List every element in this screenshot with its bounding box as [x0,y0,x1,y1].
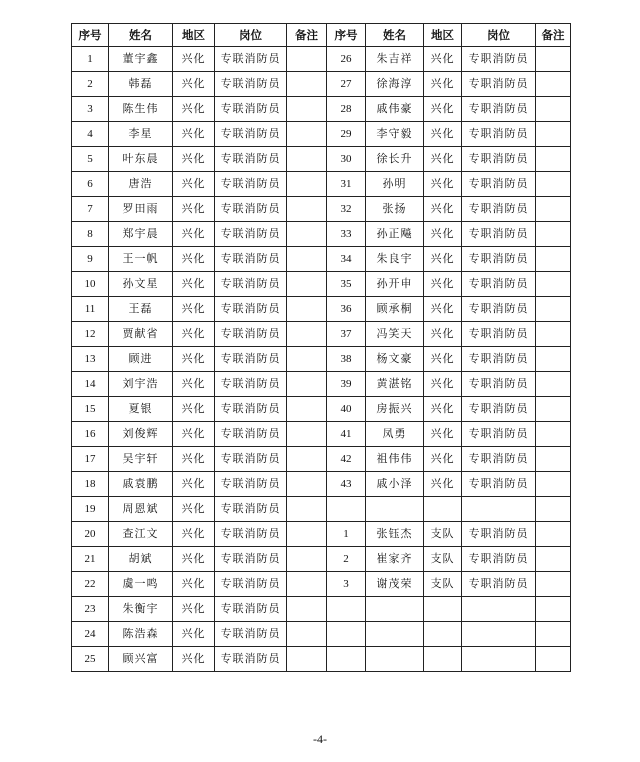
cell-region-left: 兴化 [173,472,215,497]
cell-note-right [536,497,571,522]
cell-name-left: 刘宇浩 [109,372,173,397]
table-row [72,472,571,497]
cell-region-right: 兴化 [424,472,462,497]
cell-post-left: 专联消防员 [215,397,287,422]
cell-note-left [287,447,327,472]
cell-note-left [287,147,327,172]
cell-region-right: 兴化 [424,97,462,122]
cell-no-left: 23 [72,597,109,622]
cell-region-right: 支队 [424,522,462,547]
cell-no-left: 6 [72,172,109,197]
cell-name-right: 凤勇 [366,422,424,447]
cell-region-left: 兴化 [173,597,215,622]
cell-note-right [536,472,571,497]
cell-post-right: 专职消防员 [462,272,536,297]
cell-no-right: 37 [327,322,366,347]
table-row [72,97,571,122]
cell-no-right: 39 [327,372,366,397]
cell-name-left: 虞一鸣 [109,572,173,597]
cell-note-left [287,322,327,347]
cell-region-left: 兴化 [173,122,215,147]
cell-no-right: 33 [327,222,366,247]
table-row [72,622,571,647]
cell-region-left: 兴化 [173,647,215,672]
table-row [72,247,571,272]
cell-post-left: 专联消防员 [215,372,287,397]
cell-post-right: 专职消防员 [462,397,536,422]
cell-region-left: 兴化 [173,147,215,172]
cell-region-left: 兴化 [173,47,215,72]
header-post-left: 岗位 [215,24,287,47]
cell-region-left: 兴化 [173,347,215,372]
cell-no-left: 2 [72,72,109,97]
cell-post-left: 专联消防员 [215,72,287,97]
cell-no-left: 18 [72,472,109,497]
cell-name-left: 孙文星 [109,272,173,297]
cell-note-left [287,97,327,122]
cell-name-left: 吴宇轩 [109,447,173,472]
cell-post-right: 专职消防员 [462,247,536,272]
table-row [72,347,571,372]
cell-region-left: 兴化 [173,497,215,522]
cell-note-left [287,272,327,297]
cell-no-left: 24 [72,622,109,647]
cell-no-left: 4 [72,122,109,147]
table-row [72,447,571,472]
cell-post-left: 专联消防员 [215,97,287,122]
cell-post-right: 专职消防员 [462,547,536,572]
cell-post-right: 专职消防员 [462,122,536,147]
cell-note-right [536,522,571,547]
cell-name-right: 张扬 [366,197,424,222]
cell-no-right: 1 [327,522,366,547]
cell-post-left: 专联消防员 [215,47,287,72]
cell-name-right [366,497,424,522]
cell-note-right [536,372,571,397]
cell-note-left [287,172,327,197]
cell-no-right: 31 [327,172,366,197]
cell-note-left [287,297,327,322]
cell-note-right [536,197,571,222]
cell-post-right: 专职消防员 [462,347,536,372]
cell-no-right [327,647,366,672]
cell-region-left: 兴化 [173,522,215,547]
cell-name-right: 崔家齐 [366,547,424,572]
cell-name-right: 孙正飚 [366,222,424,247]
cell-no-right: 36 [327,297,366,322]
cell-no-left: 10 [72,272,109,297]
cell-region-left: 兴化 [173,172,215,197]
cell-post-left: 专联消防员 [215,497,287,522]
table-row [72,197,571,222]
cell-post-right [462,622,536,647]
cell-name-right: 李守毅 [366,122,424,147]
table-row [72,322,571,347]
cell-no-left: 1 [72,47,109,72]
cell-note-right [536,147,571,172]
cell-region-right: 兴化 [424,397,462,422]
cell-no-right: 2 [327,547,366,572]
cell-post-right: 专职消防员 [462,447,536,472]
cell-note-left [287,47,327,72]
cell-name-right: 戚小泽 [366,472,424,497]
cell-no-right: 32 [327,197,366,222]
cell-note-left [287,522,327,547]
cell-post-left: 专联消防员 [215,147,287,172]
cell-no-left: 9 [72,247,109,272]
cell-name-right: 黄湛铭 [366,372,424,397]
roster-table [71,23,571,672]
cell-no-right [327,497,366,522]
page-number: -4- [313,732,327,746]
cell-no-left: 16 [72,422,109,447]
cell-post-left: 专联消防员 [215,347,287,372]
cell-post-left: 专联消防员 [215,447,287,472]
cell-region-right [424,647,462,672]
cell-region-right: 兴化 [424,122,462,147]
cell-name-right: 祖伟伟 [366,447,424,472]
cell-no-left: 25 [72,647,109,672]
header-note-right: 备注 [536,24,571,47]
cell-region-right [424,622,462,647]
cell-region-right: 兴化 [424,72,462,97]
cell-post-left: 专联消防员 [215,522,287,547]
header-post-right: 岗位 [462,24,536,47]
cell-post-right [462,597,536,622]
cell-post-left: 专联消防员 [215,222,287,247]
cell-no-right: 43 [327,472,366,497]
cell-name-left: 王磊 [109,297,173,322]
table-row [72,272,571,297]
cell-name-right: 张钰杰 [366,522,424,547]
cell-name-right [366,597,424,622]
cell-note-left [287,222,327,247]
cell-region-right: 支队 [424,547,462,572]
cell-note-left [287,197,327,222]
cell-name-left: 董宇鑫 [109,47,173,72]
cell-post-left: 专联消防员 [215,322,287,347]
cell-name-left: 郑宇晨 [109,222,173,247]
cell-post-left: 专联消防员 [215,297,287,322]
cell-post-left: 专联消防员 [215,247,287,272]
cell-post-left: 专联消防员 [215,272,287,297]
table-row [72,222,571,247]
cell-name-right: 顾承桐 [366,297,424,322]
header-name-left: 姓名 [109,24,173,47]
cell-post-left: 专联消防员 [215,472,287,497]
cell-no-right: 41 [327,422,366,447]
cell-no-left: 13 [72,347,109,372]
table-row [72,597,571,622]
cell-note-left [287,597,327,622]
cell-post-right [462,497,536,522]
cell-note-right [536,422,571,447]
header-name-right: 姓名 [366,24,424,47]
cell-name-right: 徐海淳 [366,72,424,97]
cell-no-left: 12 [72,322,109,347]
cell-no-left: 21 [72,547,109,572]
cell-note-left [287,347,327,372]
cell-region-right [424,497,462,522]
cell-post-right: 专职消防员 [462,97,536,122]
cell-note-left [287,572,327,597]
cell-note-left [287,372,327,397]
roster-body [72,47,571,672]
cell-no-right: 42 [327,447,366,472]
cell-note-right [536,297,571,322]
header-note-left: 备注 [287,24,327,47]
cell-no-right: 29 [327,122,366,147]
cell-no-left: 7 [72,197,109,222]
cell-region-left: 兴化 [173,372,215,397]
cell-note-right [536,47,571,72]
cell-region-right: 兴化 [424,422,462,447]
cell-post-right: 专职消防员 [462,522,536,547]
cell-region-left: 兴化 [173,322,215,347]
cell-name-left: 罗田雨 [109,197,173,222]
header-no-left: 序号 [72,24,109,47]
cell-no-right: 38 [327,347,366,372]
cell-name-right: 孙明 [366,172,424,197]
cell-post-left: 专联消防员 [215,597,287,622]
cell-region-left: 兴化 [173,447,215,472]
cell-name-left: 夏银 [109,397,173,422]
cell-no-right: 40 [327,397,366,422]
cell-region-left: 兴化 [173,397,215,422]
cell-note-left [287,622,327,647]
cell-note-left [287,647,327,672]
cell-post-right: 专职消防员 [462,222,536,247]
header-row [72,24,571,47]
cell-no-left: 22 [72,572,109,597]
cell-name-right: 谢茂荣 [366,572,424,597]
cell-note-right [536,122,571,147]
cell-region-left: 兴化 [173,272,215,297]
cell-name-left: 戚袁鹏 [109,472,173,497]
cell-post-right: 专职消防员 [462,372,536,397]
cell-note-left [287,547,327,572]
cell-name-left: 贾献省 [109,322,173,347]
cell-post-right: 专职消防员 [462,172,536,197]
cell-note-left [287,422,327,447]
cell-note-right [536,447,571,472]
cell-no-left: 17 [72,447,109,472]
cell-name-left: 胡斌 [109,547,173,572]
cell-region-right: 兴化 [424,347,462,372]
cell-no-right: 27 [327,72,366,97]
cell-region-right: 兴化 [424,297,462,322]
cell-name-right: 冯笑天 [366,322,424,347]
cell-name-left: 叶东晨 [109,147,173,172]
table-row [72,47,571,72]
table-row [72,72,571,97]
cell-name-left: 顾进 [109,347,173,372]
table-row [72,297,571,322]
table-row [72,572,571,597]
table-row [72,647,571,672]
cell-note-right [536,622,571,647]
cell-region-left: 兴化 [173,297,215,322]
cell-region-left: 兴化 [173,622,215,647]
cell-note-right [536,647,571,672]
cell-post-left: 专联消防员 [215,622,287,647]
table-row [72,422,571,447]
cell-region-right: 兴化 [424,322,462,347]
cell-name-left: 周恩斌 [109,497,173,522]
cell-post-left: 专联消防员 [215,547,287,572]
cell-region-right: 兴化 [424,197,462,222]
cell-name-right: 杨文豪 [366,347,424,372]
cell-note-right [536,172,571,197]
cell-post-right: 专职消防员 [462,197,536,222]
header-region-left: 地区 [173,24,215,47]
table-row [72,122,571,147]
cell-region-right: 兴化 [424,272,462,297]
cell-no-left: 5 [72,147,109,172]
table-row [72,372,571,397]
cell-note-left [287,122,327,147]
cell-post-right: 专职消防员 [462,572,536,597]
cell-no-right: 28 [327,97,366,122]
cell-region-left: 兴化 [173,547,215,572]
cell-name-right [366,622,424,647]
cell-post-left: 专联消防员 [215,172,287,197]
cell-post-left: 专联消防员 [215,122,287,147]
cell-note-left [287,72,327,97]
header-region-right: 地区 [424,24,462,47]
cell-no-right [327,622,366,647]
cell-name-left: 刘俊辉 [109,422,173,447]
cell-name-left: 陈生伟 [109,97,173,122]
cell-note-right [536,222,571,247]
cell-region-right: 支队 [424,572,462,597]
cell-post-right [462,647,536,672]
cell-no-left: 15 [72,397,109,422]
cell-no-right: 30 [327,147,366,172]
cell-name-right: 孙开申 [366,272,424,297]
cell-note-right [536,247,571,272]
cell-post-left: 专联消防员 [215,422,287,447]
cell-region-left: 兴化 [173,422,215,447]
cell-note-right [536,72,571,97]
cell-name-right: 房振兴 [366,397,424,422]
cell-name-right: 徐长升 [366,147,424,172]
cell-no-left: 8 [72,222,109,247]
cell-no-right: 35 [327,272,366,297]
header-no-right: 序号 [327,24,366,47]
cell-name-left: 唐浩 [109,172,173,197]
cell-name-left: 顾兴富 [109,647,173,672]
cell-region-right: 兴化 [424,47,462,72]
cell-region-left: 兴化 [173,247,215,272]
cell-name-right: 戚伟豪 [366,97,424,122]
cell-post-left: 专联消防员 [215,647,287,672]
cell-post-right: 专职消防员 [462,297,536,322]
cell-no-left: 19 [72,497,109,522]
cell-note-right [536,322,571,347]
cell-name-left: 陈浩森 [109,622,173,647]
table-row [72,147,571,172]
cell-region-left: 兴化 [173,197,215,222]
table-row [72,497,571,522]
cell-name-left: 李星 [109,122,173,147]
cell-post-right: 专职消防员 [462,147,536,172]
cell-note-left [287,497,327,522]
cell-no-right [327,597,366,622]
cell-region-right: 兴化 [424,447,462,472]
cell-note-right [536,272,571,297]
cell-no-left: 11 [72,297,109,322]
cell-note-right [536,397,571,422]
cell-post-right: 专职消防员 [462,322,536,347]
cell-name-left: 王一帆 [109,247,173,272]
cell-no-left: 14 [72,372,109,397]
cell-no-left: 3 [72,97,109,122]
cell-region-left: 兴化 [173,572,215,597]
cell-post-right: 专职消防员 [462,72,536,97]
cell-post-left: 专联消防员 [215,572,287,597]
cell-region-right [424,597,462,622]
cell-note-right [536,572,571,597]
cell-post-right: 专职消防员 [462,47,536,72]
cell-note-right [536,97,571,122]
cell-note-right [536,347,571,372]
cell-region-left: 兴化 [173,222,215,247]
cell-post-right: 专职消防员 [462,422,536,447]
table-row [72,172,571,197]
cell-post-left: 专联消防员 [215,197,287,222]
cell-region-right: 兴化 [424,147,462,172]
cell-note-left [287,472,327,497]
cell-name-left: 朱衡宇 [109,597,173,622]
cell-region-right: 兴化 [424,372,462,397]
cell-name-left: 查江文 [109,522,173,547]
cell-post-right: 专职消防员 [462,472,536,497]
cell-region-right: 兴化 [424,222,462,247]
cell-no-left: 20 [72,522,109,547]
cell-no-right: 3 [327,572,366,597]
cell-region-left: 兴化 [173,97,215,122]
cell-no-right: 34 [327,247,366,272]
cell-region-right: 兴化 [424,247,462,272]
cell-name-right: 朱吉祥 [366,47,424,72]
cell-name-left: 韩磊 [109,72,173,97]
cell-no-right: 26 [327,47,366,72]
cell-name-right: 朱良宇 [366,247,424,272]
cell-note-left [287,397,327,422]
cell-note-left [287,247,327,272]
cell-name-right [366,647,424,672]
table-row [72,547,571,572]
table-row [72,522,571,547]
table-row [72,397,571,422]
cell-note-right [536,597,571,622]
cell-note-right [536,547,571,572]
cell-region-right: 兴化 [424,172,462,197]
cell-region-left: 兴化 [173,72,215,97]
